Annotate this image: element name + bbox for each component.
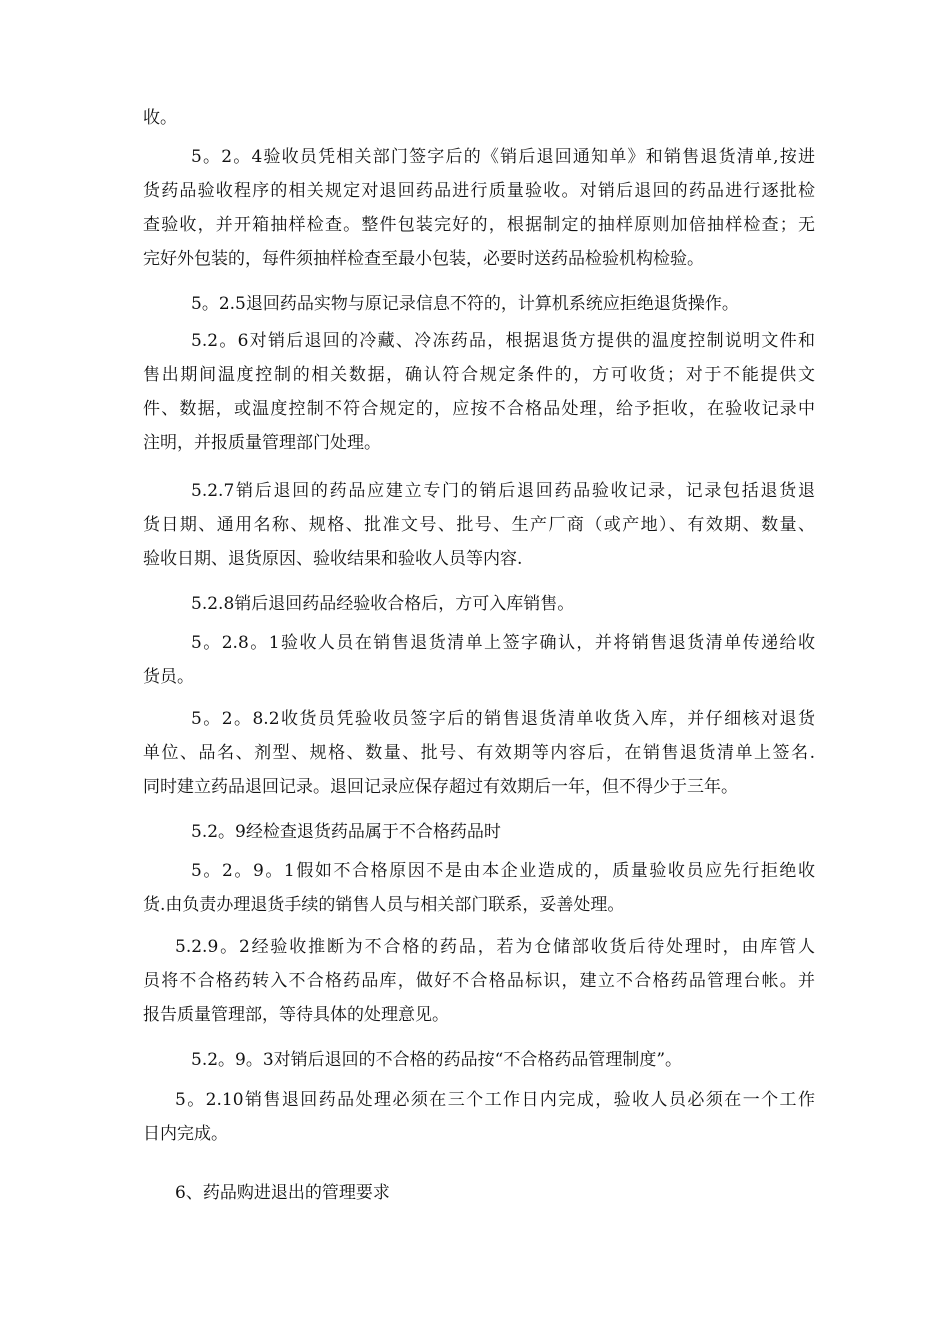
- text-line: 货日期、通用名称、规格、批准文号、批号、生产厂商（或产地）、有效期、数量、: [143, 515, 815, 535]
- text-line: 单位、品名、剂型、规格、数量、批号、有效期等内容后，在销售退货清单上签名.: [143, 743, 815, 763]
- text-line: 货.由负责办理退货手续的销售人员与相关部门联系，妥善处理。: [143, 895, 625, 915]
- paragraph-5-2-9-3: [143, 1043, 815, 1077]
- paragraph-5-2-10: [143, 1083, 815, 1151]
- text-line: 员将不合格药转入不合格药品库，做好不合格品标识，建立不合格药品管理台帐。并: [143, 971, 815, 991]
- text-line: 收。: [143, 108, 177, 128]
- text-line: 5.2.9。2经验收推断为不合格的药品，若为仓储部收货后待处理时，由库管人: [175, 937, 815, 957]
- paragraph-5-2-8-2: [143, 702, 815, 804]
- text-line: 验收日期、退货原因、验收结果和验收人员等内容.: [143, 549, 523, 569]
- text-line: 5。2.10销售退回药品处理必须在三个工作日内完成，验收人员必须在一个工作: [175, 1090, 815, 1110]
- text-line: 5。2.5退回药品实物与原记录信息不符的，计算机系统应拒绝退货操作。: [191, 294, 739, 314]
- text-line: 5。2。8.2收货员凭验收员签字后的销售退货清单收货入库，并仔细核对退货: [191, 709, 815, 729]
- paragraph-5-2-9-1: [143, 854, 815, 922]
- paragraph-5-2-7: [143, 474, 815, 576]
- paragraph-5-2-8: [143, 587, 815, 621]
- text-line: 5.2。9。3对销后退回的不合格的药品按“不合格药品管理制度”。: [191, 1050, 683, 1070]
- text-line: 5。2.8。1验收人员在销售退货清单上签字确认，并将销售退货清单传递给收: [191, 633, 815, 653]
- text-line: 同时建立药品退回记录。退回记录应保存超过有效期后一年，但不得少于三年。: [143, 777, 738, 797]
- text-line: 5.2.7销后退回的药品应建立专门的销后退回药品验收记录，记录包括退货退: [191, 481, 815, 501]
- text-line: 日内完成。: [143, 1124, 228, 1144]
- paragraph-5-2-9: [143, 815, 815, 849]
- text-line: 货员。: [143, 667, 194, 687]
- text-line: 5.2.8销后退回药品经验收合格后，方可入库销售。: [191, 594, 575, 614]
- paragraph-continuation: [143, 101, 815, 135]
- paragraph-5-2-6: [143, 324, 815, 460]
- paragraph-5-2-9-2: [143, 930, 815, 1032]
- text-line: 件、数据，或温度控制不符合规定的，应按不合格品处理，给予拒收，在验收记录中: [143, 399, 815, 419]
- text-line: 5。2。9。1假如不合格原因不是由本企业造成的，质量验收员应先行拒绝收: [191, 861, 815, 881]
- text-line: 报告质量管理部，等待具体的处理意见。: [143, 1005, 449, 1025]
- text-line: 查验收，并开箱抽样检查。整件包装完好的，根据制定的抽样原则加倍抽样检查；无: [143, 215, 815, 235]
- text-line: 货药品验收程序的相关规定对退回药品进行质量验收。对销后退回的药品进行逐批检: [143, 181, 815, 201]
- text-line: 5.2。9经检查退货药品属于不合格药品时: [191, 822, 501, 842]
- paragraph-5-2-5: [143, 287, 815, 321]
- text-line: 售出期间温度控制的相关数据，确认符合规定条件的，方可收货；对于不能提供文: [143, 365, 815, 385]
- section-heading-6: [143, 1176, 815, 1210]
- heading-line: 6、药品购进退出的管理要求: [175, 1183, 390, 1203]
- paragraph-5-2-4: [143, 140, 815, 276]
- paragraph-5-2-8-1: [143, 626, 815, 694]
- text-line: 5.2。6对销后退回的冷藏、冷冻药品，根据退货方提供的温度控制说明文件和: [191, 331, 815, 351]
- text-line: 注明，并报质量管理部门处理。: [143, 433, 381, 453]
- text-line: 完好外包装的，每件须抽样检查至最小包装，必要时送药品检验机构检验。: [143, 249, 704, 269]
- text-line: 5。2。4验收员凭相关部门签字后的《销后退回通知单》和销售退货清单,按进: [191, 147, 815, 167]
